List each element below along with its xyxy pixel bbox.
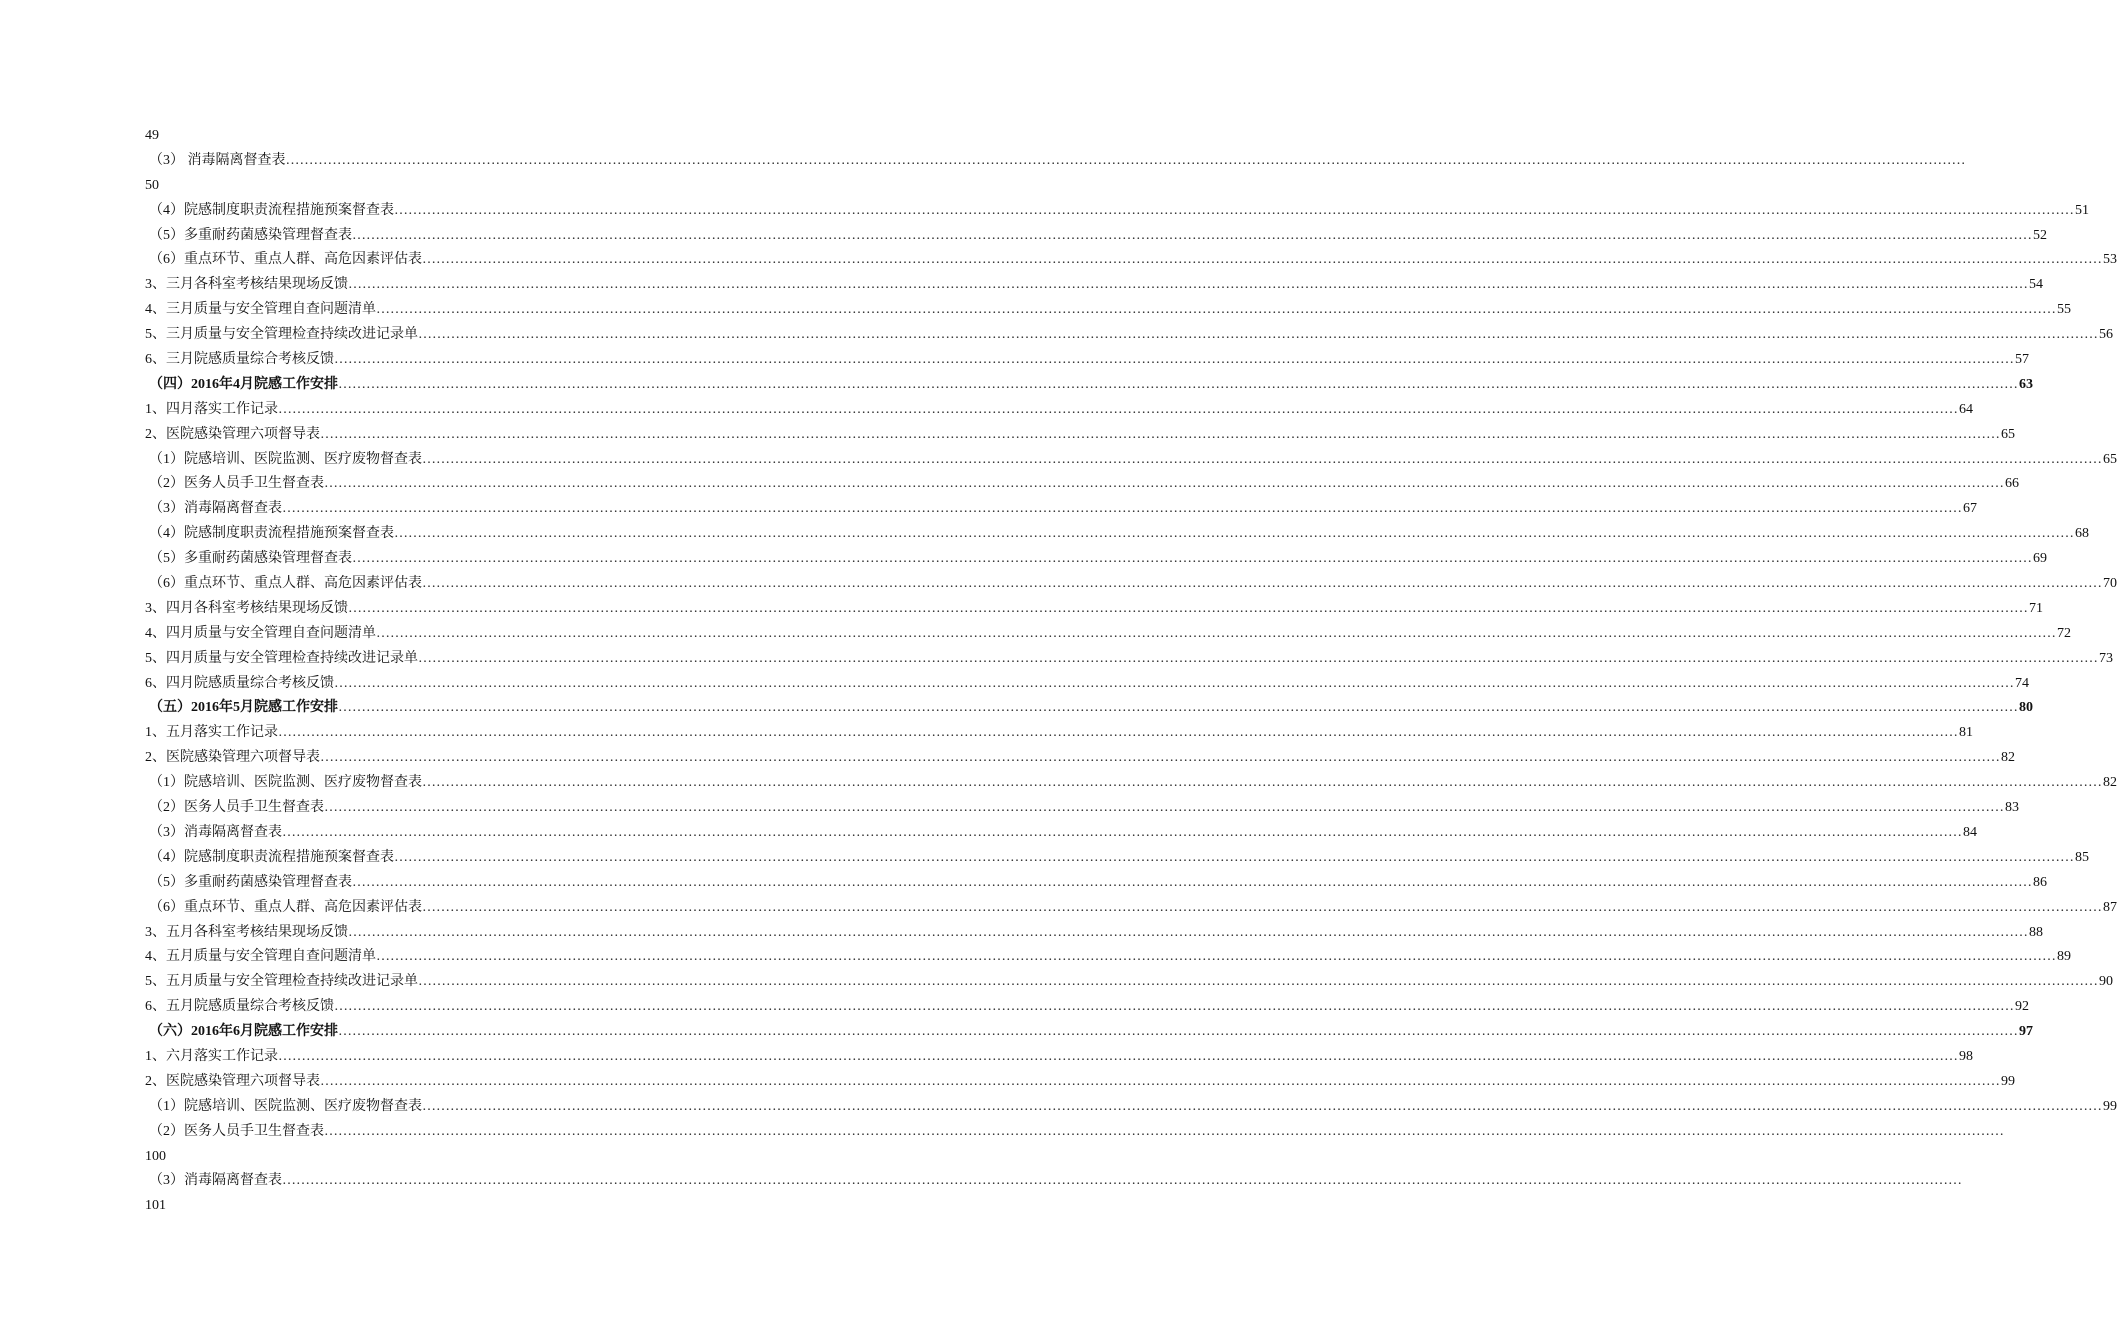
toc-dot-leader: ………………………………………………………………………………………………………………………………………………………………………………………………………………………………………………………………………………………………………………………………	[394, 849, 2074, 865]
toc-entry-page-number: 99	[2103, 1098, 2117, 1114]
toc-entry-page-number: 98	[1959, 1048, 1973, 1064]
toc-entry-label: 6、五月院感质量综合考核反馈	[145, 999, 334, 1015]
toc-dot-leader: ………………………………………………………………………………………………………………………………………………………………………………………………………………………………………………………………………………………………………………………………	[320, 426, 2000, 442]
toc-dot-leader: ………………………………………………………………………………………………………………………………………………………………………………………………………………………………………………………………………………………………………………………………	[338, 700, 2018, 716]
toc-entry-page-number: 97	[2019, 1024, 2033, 1040]
toc-dot-leader: ………………………………………………………………………………………………………………………………………………………………………………………………………………………………………………………………………………………………………………………………	[394, 526, 2074, 542]
toc-entry[interactable]	[145, 771, 2117, 796]
toc-entry-label: （2）医务人员手卫生督查表	[149, 800, 324, 816]
toc-entry-page-number: 88	[2029, 924, 2043, 940]
toc-entry[interactable]	[145, 1095, 2117, 1120]
toc-dot-leader: ………………………………………………………………………………………………………………………………………………………………………………………………………………………………………………………………………………………………………………………………	[422, 576, 2102, 592]
toc-dot-leader: ………………………………………………………………………………………………………………………………………………………………………………………………………………………………………………………………………………………………………………………………	[338, 1024, 2018, 1040]
toc-entry-label: （1）院感培训、医院监测、医疗废物督查表	[149, 775, 422, 791]
toc-entry[interactable]	[145, 273, 2043, 298]
toc-dot-leader: ………………………………………………………………………………………………………………………………………………………………………………………………………………………………………………………………………………………………………………………………	[334, 999, 2014, 1015]
toc-dot-leader: ………………………………………………………………………………………………………………………………………………………………………………………………………………………………………………………………………………………………………………………………	[352, 227, 2032, 243]
toc-entry-label: 4、五月质量与安全管理自查问题清单	[145, 949, 376, 965]
toc-entry[interactable]	[145, 921, 2043, 946]
toc-dot-leader: ………………………………………………………………………………………………………………………………………………………………………………………………………………………………………………………………………………………………………………………………	[348, 600, 2028, 616]
toc-entry-label: （3）消毒隔离督查表	[149, 501, 282, 517]
toc-entry[interactable]	[145, 622, 2071, 647]
toc-entry-page-number: 72	[2057, 625, 2071, 641]
toc-dot-leader: ………………………………………………………………………………………………………………………………………………………………………………………………………………………………………………………………………………………………………………………………	[422, 899, 2102, 915]
toc-entry-page-number: 64	[1959, 401, 1973, 417]
toc-dot-leader: ………………………………………………………………………………………………………………………………………………………………………………………………………………………………………………………………………………………………………………………………	[282, 501, 1962, 517]
toc-entry-label: （5）多重耐药菌感染管理督查表	[149, 551, 352, 567]
toc-entry[interactable]	[145, 248, 2117, 273]
toc-section-heading[interactable]	[145, 696, 2033, 721]
toc-entry-page-number: 71	[2029, 600, 2043, 616]
toc-entry[interactable]	[145, 522, 2089, 547]
toc-entry-label: 3、四月各科室考核结果现场反馈	[145, 600, 348, 616]
toc-entry-label: （六）2016年6月院感工作安排	[149, 1024, 338, 1040]
toc-entry-page-number: 87	[2103, 899, 2117, 915]
toc-entry-page-number: 82	[2103, 775, 2117, 791]
toc-entry-page-number: 51	[2075, 202, 2089, 218]
toc-entry-page-number: 57	[2015, 352, 2029, 368]
toc-entry-page-number: 81	[1959, 725, 1973, 741]
table-of-contents	[145, 124, 2117, 1219]
toc-entry[interactable]	[145, 1120, 2004, 1145]
toc-dot-leader: ………………………………………………………………………………………………………………………………………………………………………………………………………………………………………………………………………………………………………………………………	[324, 1123, 2004, 1139]
toc-entry[interactable]	[145, 746, 2015, 771]
toc-section-heading[interactable]	[145, 1020, 2033, 1045]
toc-dot-leader: ………………………………………………………………………………………………………………………………………………………………………………………………………………………………………………………………………………………………………………………………	[282, 1173, 1962, 1189]
toc-entry[interactable]	[145, 672, 2029, 697]
toc-dot-leader: ………………………………………………………………………………………………………………………………………………………………………………………………………………………………………………………………………………………………………………………………	[320, 750, 2000, 766]
toc-entry-page-number: 80	[2019, 700, 2033, 716]
toc-wrapped-page-number: 49	[145, 128, 159, 143]
toc-entry[interactable]	[145, 224, 2047, 249]
toc-entry-page-number: 54	[2029, 277, 2043, 293]
toc-entry-label: （6）重点环节、重点人群、高危因素评估表	[149, 252, 422, 268]
toc-section-heading[interactable]	[145, 373, 2033, 398]
toc-entry-label: （3） 消毒隔离督查表	[149, 152, 286, 168]
toc-dot-leader: ………………………………………………………………………………………………………………………………………………………………………………………………………………………………………………………………………………………………………………………………	[348, 924, 2028, 940]
toc-dot-leader: ………………………………………………………………………………………………………………………………………………………………………………………………………………………………………………………………………………………………………………………………	[278, 1048, 1958, 1064]
toc-entry-page-number: 55	[2057, 302, 2071, 318]
toc-entry-page-number: 69	[2033, 551, 2047, 567]
toc-entry-label: （四）2016年4月院感工作安排	[149, 376, 338, 392]
toc-entry-label: （2）医务人员手卫生督查表	[149, 476, 324, 492]
toc-dot-leader: ………………………………………………………………………………………………………………………………………………………………………………………………………………………………………………………………………………………………………………………………	[320, 1073, 2000, 1089]
toc-entry-label: （五）2016年5月院感工作安排	[149, 700, 338, 716]
toc-entry-page-number: 74	[2015, 675, 2029, 691]
toc-dot-leader: ………………………………………………………………………………………………………………………………………………………………………………………………………………………………………………………………………………………………………………………………	[324, 476, 2004, 492]
toc-entry[interactable]	[145, 1070, 2015, 1095]
toc-entry-page-number: 65	[2103, 451, 2117, 467]
toc-entry-label: 1、五月落实工作记录	[145, 725, 278, 741]
toc-dot-leader: ………………………………………………………………………………………………………………………………………………………………………………………………………………………………………………………………………………………………………………………………	[324, 800, 2004, 816]
toc-entry-label: （1）院感培训、医院监测、医疗废物督查表	[149, 1098, 422, 1114]
toc-entry[interactable]	[145, 298, 2071, 323]
toc-dot-leader: ………………………………………………………………………………………………………………………………………………………………………………………………………………………………………………………………………………………………………………………………	[422, 1098, 2102, 1114]
toc-entry-label: 3、五月各科室考核结果现场反馈	[145, 924, 348, 940]
toc-entry-label: （4）院感制度职责流程措施预案督查表	[149, 849, 394, 865]
toc-entry[interactable]	[145, 472, 2019, 497]
toc-dot-leader: ………………………………………………………………………………………………………………………………………………………………………………………………………………………………………………………………………………………………………………………………	[338, 376, 2018, 392]
toc-wrapped-page-number: 100	[145, 1148, 166, 1164]
toc-entry-label: （3）消毒隔离督查表	[149, 824, 282, 840]
toc-entry[interactable]	[145, 497, 1977, 522]
toc-entry-label: 5、三月质量与安全管理检查持续改进记录单	[145, 327, 418, 343]
toc-dot-leader: ………………………………………………………………………………………………………………………………………………………………………………………………………………………………………………………………………………………………………………………………	[394, 202, 2074, 218]
toc-entry[interactable]	[145, 149, 1966, 174]
toc-entry-label: 2、医院感染管理六项督导表	[145, 1073, 320, 1089]
toc-entry-label: （3）消毒隔离督查表	[149, 1173, 282, 1189]
toc-entry-page-number: 53	[2103, 252, 2117, 268]
toc-entry-label: 1、六月落实工作记录	[145, 1048, 278, 1064]
toc-dot-leader: ………………………………………………………………………………………………………………………………………………………………………………………………………………………………………………………………………………………………………………………………	[376, 949, 2056, 965]
toc-entry[interactable]	[145, 945, 2071, 970]
toc-entry[interactable]	[145, 970, 2113, 995]
toc-dot-leader: ………………………………………………………………………………………………………………………………………………………………………………………………………………………………………………………………………………………………………………………………	[278, 725, 1958, 741]
toc-entry-label: 6、三月院感质量综合考核反馈	[145, 352, 334, 368]
toc-dot-leader: ………………………………………………………………………………………………………………………………………………………………………………………………………………………………………………………………………………………………………………………………	[422, 252, 2102, 268]
toc-entry[interactable]	[145, 871, 2047, 896]
toc-entry-page-number: 82	[2001, 750, 2015, 766]
toc-dot-leader: ………………………………………………………………………………………………………………………………………………………………………………………………………………………………………………………………………………………………………………………………	[418, 974, 2098, 990]
toc-entry[interactable]	[145, 597, 2043, 622]
toc-entry-label: 5、四月质量与安全管理检查持续改进记录单	[145, 650, 418, 666]
toc-entry-label: （1）院感培训、医院监测、医疗废物督查表	[149, 451, 422, 467]
toc-entry-page-number: 92	[2015, 999, 2029, 1015]
toc-entry-page-number: 70	[2103, 576, 2117, 592]
toc-entry-label: （4）院感制度职责流程措施预案督查表	[149, 526, 394, 542]
toc-wrapped-page-number: 50	[145, 177, 159, 193]
toc-entry-page-number: 66	[2005, 476, 2019, 492]
toc-entry-page-number: 85	[2075, 849, 2089, 865]
toc-entry-label: 4、三月质量与安全管理自查问题清单	[145, 302, 376, 318]
toc-entry-page-number: 65	[2001, 426, 2015, 442]
toc-dot-leader: ………………………………………………………………………………………………………………………………………………………………………………………………………………………………………………………………………………………………………………………………	[418, 650, 2098, 666]
toc-entry-label: 1、四月落实工作记录	[145, 401, 278, 417]
toc-entry-label: （4）院感制度职责流程措施预案督查表	[149, 202, 394, 218]
toc-dot-leader: ………………………………………………………………………………………………………………………………………………………………………………………………………………………………………………………………………………………………………………………………	[422, 451, 2102, 467]
toc-entry-label: （6）重点环节、重点人群、高危因素评估表	[149, 576, 422, 592]
toc-entry[interactable]	[145, 398, 1973, 423]
toc-entry-label: 2、医院感染管理六项督导表	[145, 426, 320, 442]
toc-entry[interactable]	[145, 821, 1977, 846]
toc-entry-label: 3、三月各科室考核结果现场反馈	[145, 277, 348, 293]
toc-entry-page-number: 86	[2033, 874, 2047, 890]
toc-entry[interactable]	[145, 1045, 1973, 1070]
toc-entry[interactable]	[145, 721, 1973, 746]
toc-dot-leader: ………………………………………………………………………………………………………………………………………………………………………………………………………………………………………………………………………………………………………………………………	[334, 675, 2014, 691]
toc-entry-page-number: 99	[2001, 1073, 2015, 1089]
toc-entry[interactable]	[145, 348, 2029, 373]
toc-entry[interactable]	[145, 448, 2117, 473]
toc-entry-page-number: 56	[2099, 327, 2113, 343]
toc-entry-label: 4、四月质量与安全管理自查问题清单	[145, 625, 376, 641]
toc-entry-page-number: 89	[2057, 949, 2071, 965]
toc-entry[interactable]	[145, 572, 2117, 597]
toc-entry-page-number: 83	[2005, 800, 2019, 816]
toc-entry-label: 6、四月院感质量综合考核反馈	[145, 675, 334, 691]
toc-entry-page-number: 52	[2033, 227, 2047, 243]
toc-entry-label: （5）多重耐药菌感染管理督查表	[149, 874, 352, 890]
toc-entry[interactable]	[145, 1169, 1962, 1194]
toc-dot-leader: ………………………………………………………………………………………………………………………………………………………………………………………………………………………………………………………………………………………………………………………………	[352, 874, 2032, 890]
toc-entry-label: （5）多重耐药菌感染管理督查表	[149, 227, 352, 243]
toc-entry-page-number: 73	[2099, 650, 2113, 666]
toc-entry[interactable]	[145, 896, 2117, 921]
toc-entry-page-number: 63	[2019, 376, 2033, 392]
toc-entry-label: 5、五月质量与安全管理检查持续改进记录单	[145, 974, 418, 990]
toc-dot-leader: ………………………………………………………………………………………………………………………………………………………………………………………………………………………………………………………………………………………………………………………………	[376, 302, 2056, 318]
toc-dot-leader: ………………………………………………………………………………………………………………………………………………………………………………………………………………………………………………………………………………………………………………………………	[352, 551, 2032, 567]
toc-dot-leader: ………………………………………………………………………………………………………………………………………………………………………………………………………………………………………………………………………………………………………………………………	[348, 277, 2028, 293]
toc-entry[interactable]	[145, 647, 2113, 672]
toc-entry-page-number: 68	[2075, 526, 2089, 542]
toc-dot-leader: ………………………………………………………………………………………………………………………………………………………………………………………………………………………………………………………………………………………………………………………………	[334, 352, 2014, 368]
toc-dot-leader: ………………………………………………………………………………………………………………………………………………………………………………………………………………………………………………………………………………………………………………………………	[278, 401, 1958, 417]
toc-dot-leader: ………………………………………………………………………………………………………………………………………………………………………………………………………………………………………………………………………………………………………………………………	[285, 152, 1966, 168]
toc-entry-label: （2）医务人员手卫生督查表	[149, 1123, 324, 1139]
toc-entry[interactable]	[145, 995, 2029, 1020]
toc-wrapped-page-number: 101	[145, 1198, 166, 1214]
toc-dot-leader: ………………………………………………………………………………………………………………………………………………………………………………………………………………………………………………………………………………………………………………………………	[422, 775, 2102, 791]
toc-entry[interactable]	[145, 199, 2089, 224]
toc-entry-page-number: 67	[1963, 501, 1977, 517]
toc-dot-leader: ………………………………………………………………………………………………………………………………………………………………………………………………………………………………………………………………………………………………………………………………	[418, 327, 2098, 343]
toc-entry[interactable]	[145, 323, 2113, 348]
toc-dot-leader: ………………………………………………………………………………………………………………………………………………………………………………………………………………………………………………………………………………………………………………………………	[376, 625, 2056, 641]
toc-entry[interactable]	[145, 547, 2047, 572]
toc-entry-page-number: 84	[1963, 824, 1977, 840]
toc-entry[interactable]	[145, 796, 2019, 821]
toc-dot-leader: ………………………………………………………………………………………………………………………………………………………………………………………………………………………………………………………………………………………………………………………………	[282, 824, 1962, 840]
toc-entry-label: （6）重点环节、重点人群、高危因素评估表	[149, 899, 422, 915]
toc-entry-label: 2、医院感染管理六项督导表	[145, 750, 320, 766]
toc-entry-page-number: 90	[2099, 974, 2113, 990]
toc-entry[interactable]	[145, 846, 2089, 871]
toc-entry[interactable]	[145, 423, 2015, 448]
